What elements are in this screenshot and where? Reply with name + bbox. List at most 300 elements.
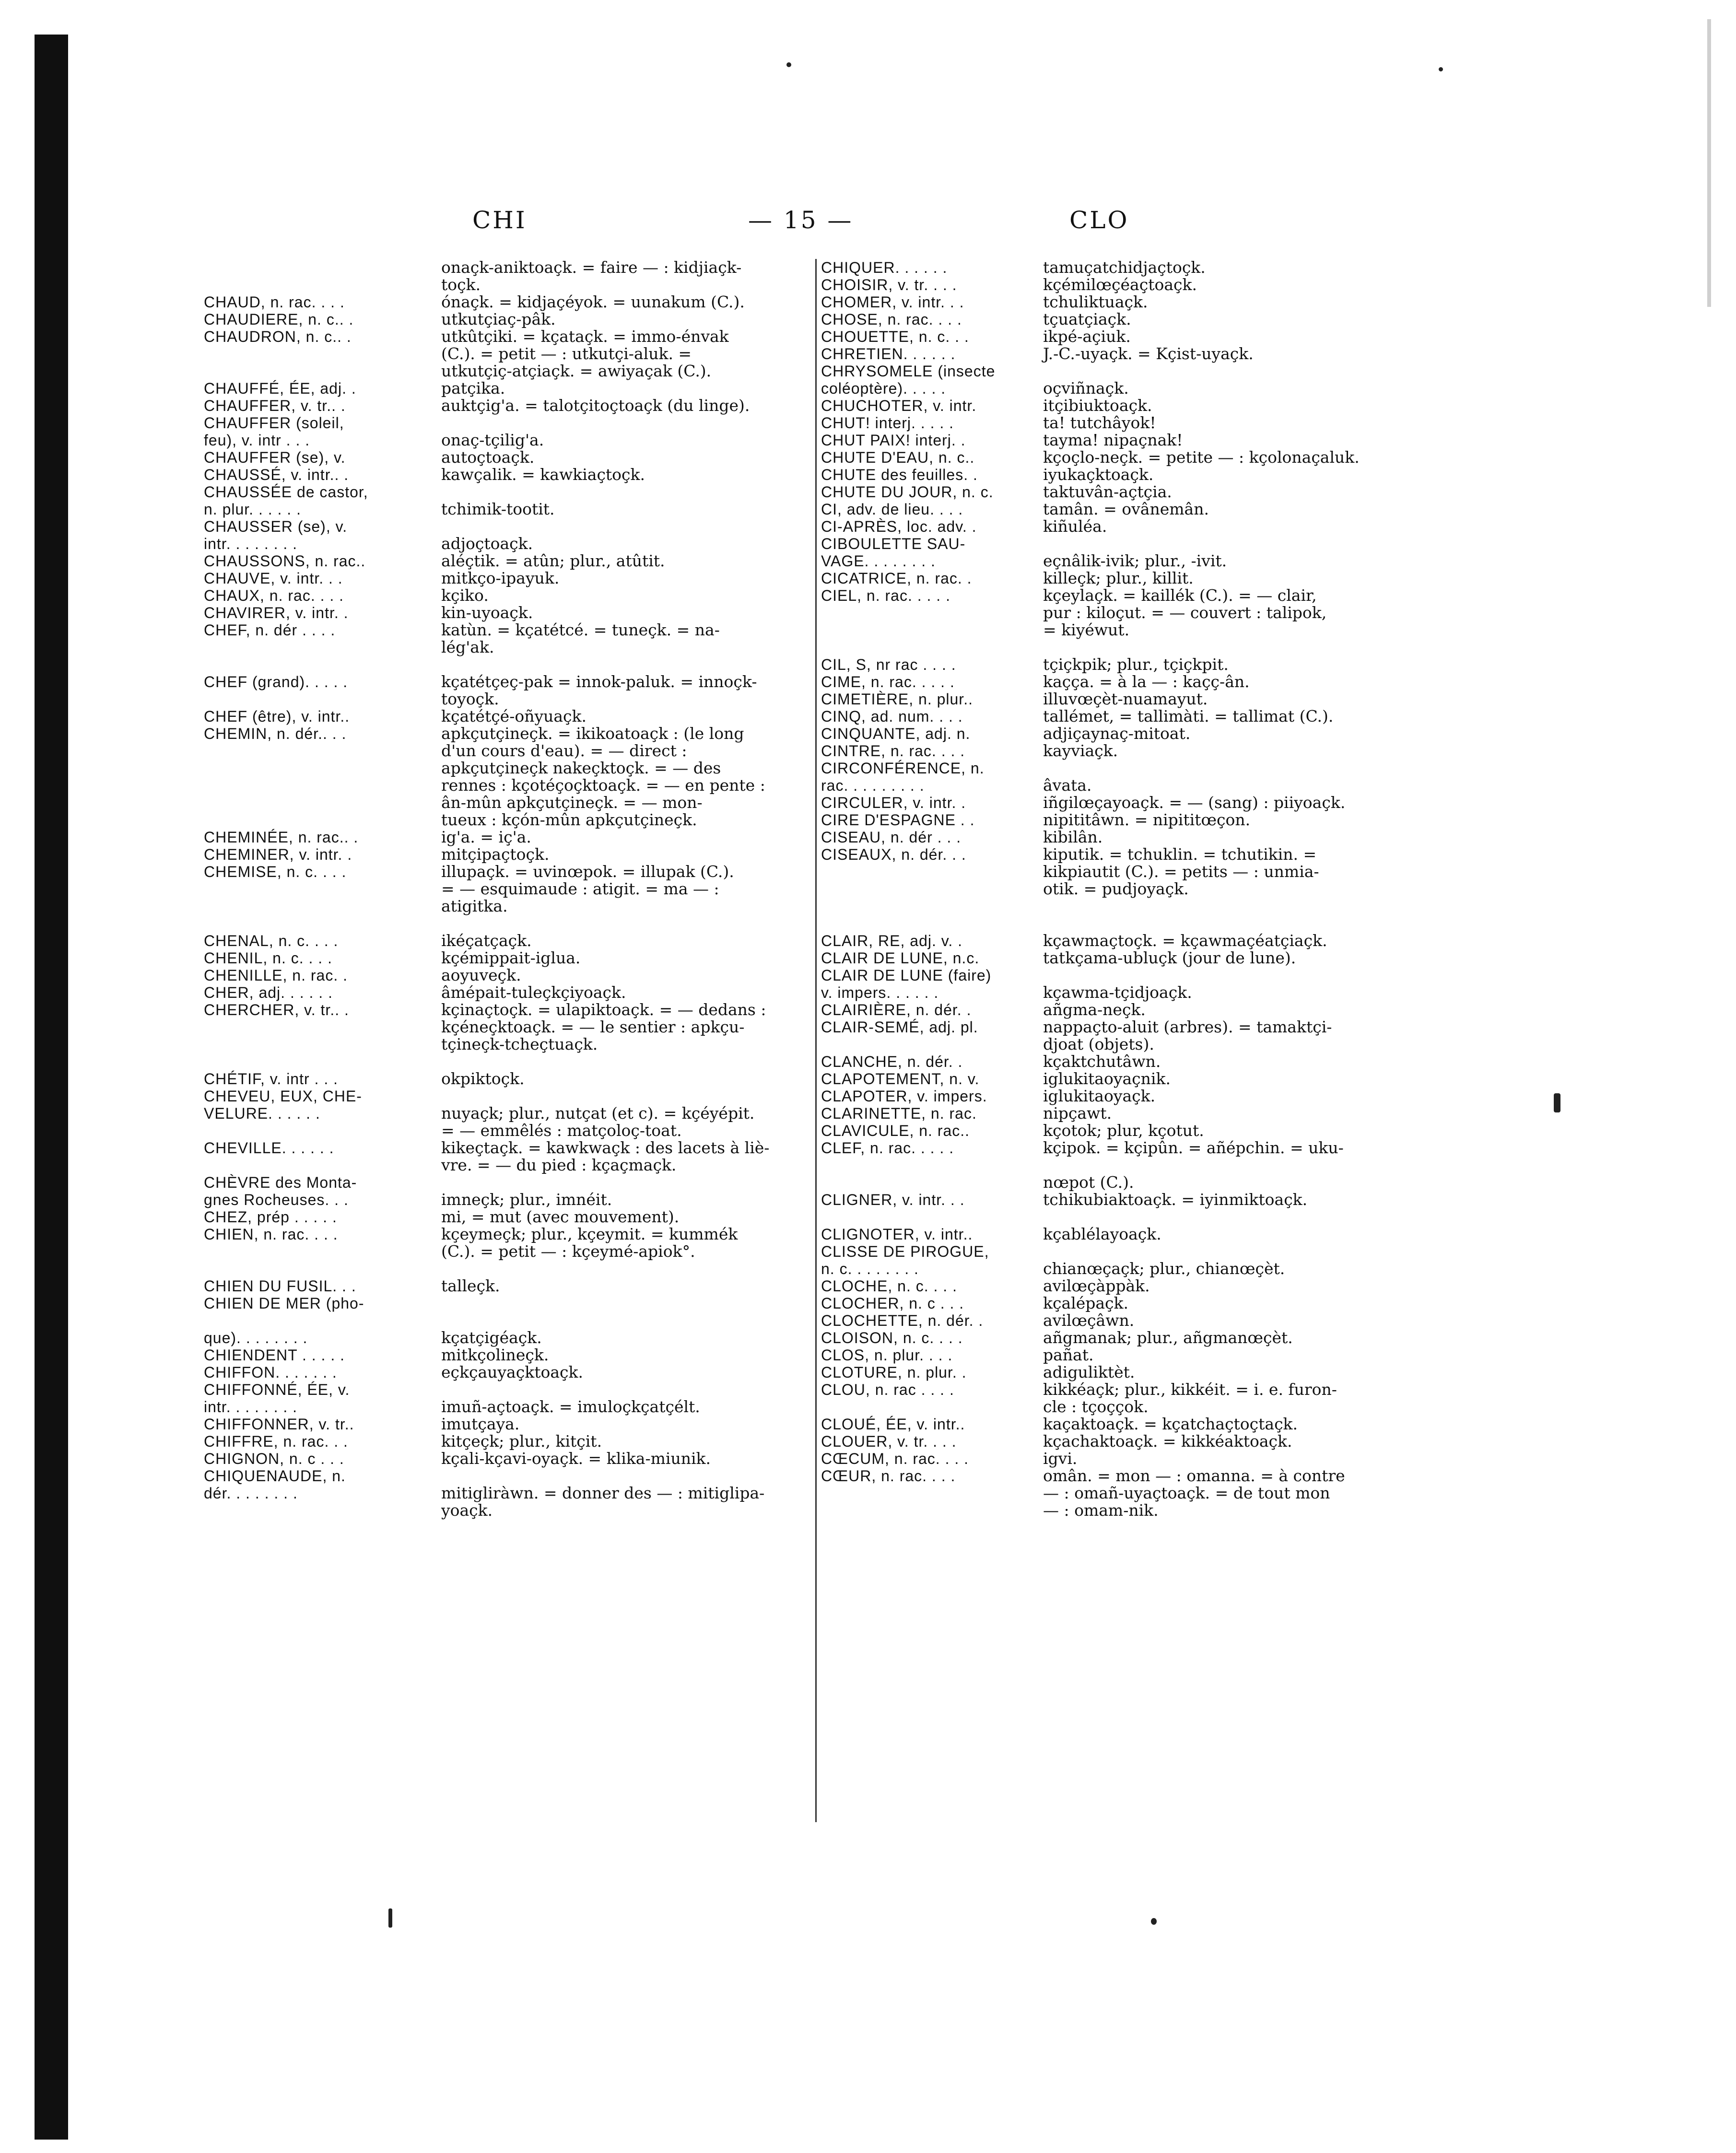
headword: CIL, S, nr rac . . . . (821, 656, 956, 673)
definition: tallémet, = tallimàti. = tallimat (C.). (1043, 707, 1334, 725)
dictionary-entry (204, 1088, 808, 1105)
headword (204, 345, 441, 363)
definition: imneçk; plur., imnéit. (441, 1190, 612, 1209)
headword: CHEMINER, v. intr. . (204, 846, 352, 863)
headword: CHOISIR, v. tr. . . . (821, 276, 957, 293)
definition: kiñuléa. (1043, 517, 1107, 536)
definition: avilœçàppàk. (1043, 1276, 1150, 1295)
dictionary-entry (204, 1485, 808, 1502)
definition: otik. = pudjoyaçk. (1043, 879, 1189, 898)
dictionary-entry (815, 1191, 1434, 1208)
dictionary-entry (204, 1122, 808, 1139)
headword (204, 259, 441, 276)
dictionary-entry (204, 811, 808, 829)
headword: CHAUSSONS, n. rac.. (204, 552, 366, 570)
dictionary-entry (204, 1070, 808, 1088)
headword (204, 1018, 441, 1036)
dictionary-entry (204, 846, 808, 863)
definition (441, 483, 808, 501)
definition: kçawmaçtoçk. = kçawmaçéatçiaçk. (1043, 931, 1327, 950)
definition: cle : tçoççok. (1043, 1397, 1149, 1416)
definition: kçoçlo-neçk. = petite — : kçolonaçaluk. (1043, 448, 1360, 467)
definition: J.-C.-uyaçk. = Kçist-uyaçk. (1043, 344, 1254, 363)
dictionary-entry (204, 880, 808, 898)
definition: tçiçkpik; plur., tçiçkpit. (1043, 655, 1229, 674)
definition (441, 414, 808, 432)
headword (815, 1174, 1043, 1191)
headword: VAGE. . . . . . . . (821, 552, 936, 570)
definition: tatkçama-ubluçk (jour de lune). (1043, 948, 1296, 967)
headword: CHENAL, n. c. . . . (204, 932, 339, 949)
headword: CI-APRÈS, loc. adv. . (821, 518, 977, 535)
headword (204, 639, 441, 656)
headword: CLOCHE, n. c. . . . (821, 1277, 957, 1295)
headword: CHÉTIF, v. intr . . . (204, 1070, 338, 1088)
dictionary-entry (815, 829, 1434, 846)
spacer (204, 1312, 808, 1329)
dictionary-entry (815, 760, 1434, 777)
definition: imuñ-açtoaçk. = imuloçkçatçélt. (441, 1397, 700, 1416)
dictionary-entry (204, 1381, 808, 1398)
definition (441, 518, 808, 535)
dictionary-entry (815, 483, 1434, 501)
dictionary-entry (815, 432, 1434, 449)
definition: katùn. = kçatétcé. = tuneçk. = na- (441, 620, 720, 639)
dictionary-entry (204, 1208, 808, 1226)
dictionary-entry (204, 984, 808, 1001)
headword (204, 1157, 441, 1174)
definition: nappaçto-aluit (arbres). = tamaktçi- (1043, 1018, 1332, 1036)
headword (204, 690, 441, 708)
headword: CIME, n. rac. . . . . (821, 673, 955, 690)
dictionary-entry (815, 397, 1434, 414)
dictionary-entry (204, 932, 808, 949)
definition: rennes : kçotéçoçktoaçk. = — en pente : (441, 776, 765, 795)
headword (204, 880, 441, 898)
headword: CLOCHER, n. c . . . (821, 1295, 964, 1312)
headword: CHAUFFER, v. tr.. . (204, 397, 346, 414)
dictionary-entry (815, 1433, 1434, 1450)
spacer (204, 1053, 808, 1070)
definition: tamuçatchidjaçtoçk. (1043, 258, 1206, 277)
dictionary-entry (815, 880, 1434, 898)
dictionary-entry (204, 1018, 808, 1036)
definition: (C.). = petit — : utkutçi-aluk. = (441, 344, 692, 363)
headword (815, 880, 1043, 898)
dictionary-entry (204, 414, 808, 432)
headword: CLOTURE, n. plur. . (821, 1364, 967, 1381)
dictionary-entry (815, 1088, 1434, 1105)
definition: mitkço-ipayuk. (441, 569, 560, 587)
dictionary-entry (815, 1277, 1434, 1295)
headword: CLAIR DE LUNE (faire) (821, 967, 992, 984)
dictionary-entry (204, 673, 808, 690)
headword: CHEMISE, n. c. . . . (204, 863, 347, 880)
headword: feu), v. intr . . . (204, 432, 310, 449)
dictionary-entry (815, 311, 1434, 328)
dictionary-entry (204, 863, 808, 880)
dictionary-entry (204, 639, 808, 656)
definition: aléçtik. = atûn; plur., atûtit. (441, 551, 665, 570)
dictionary-entry (204, 794, 808, 811)
dictionary-entry (204, 483, 808, 501)
definition: kçaktchutâwn. (1043, 1052, 1161, 1071)
definition: igvi. (1043, 1449, 1078, 1468)
headword: intr. . . . . . . . (204, 535, 298, 552)
dictionary-entry (204, 1277, 808, 1295)
definition: kçémippait-iglua. (441, 948, 581, 967)
dictionary-entry (204, 1398, 808, 1416)
spacer (204, 656, 808, 673)
dictionary-entry (204, 967, 808, 984)
headword (204, 777, 441, 794)
definition: iñgilœçayoaçk. = — (sang) : piiyoaçk. (1043, 793, 1346, 812)
definition: okpiktoçk. (441, 1069, 525, 1088)
definition: kçawma-tçidjoaçk. (1043, 983, 1192, 1002)
definition: toçk. (441, 275, 481, 294)
definition: kçachaktoaçk. = kikkéaktoaçk. (1043, 1432, 1292, 1451)
definition: avilœçâwn. (1043, 1311, 1135, 1330)
definition: adjiçaynaç-mitoat. (1043, 724, 1191, 743)
definition: (C.). = petit — : kçeymé-apiok°. (441, 1242, 695, 1261)
headword: CHEZ, prép . . . . . (204, 1208, 337, 1226)
definition: mitigliràwn. = donner des — : mitiglipa- (441, 1484, 765, 1502)
definition: itçibiuktoaçk. (1043, 396, 1152, 415)
definition: killeçk; plur., killit. (1043, 569, 1194, 587)
definition: pur : kiloçut. = — couvert : talipok, (1043, 603, 1327, 622)
dictionary-entry (204, 1157, 808, 1174)
definition: omân. = mon — : omanna. = à contre (1043, 1466, 1345, 1485)
dictionary-entry (815, 708, 1434, 725)
dictionary-entry (204, 1226, 808, 1243)
dictionary-entry (815, 604, 1434, 621)
dictionary-entry (815, 794, 1434, 811)
dictionary-entry (204, 898, 808, 915)
definition: pañat. (1043, 1346, 1094, 1364)
headword: CINQUANTE, adj. n. (821, 725, 971, 742)
dictionary-entry (204, 1450, 808, 1467)
dictionary-entry (815, 1502, 1434, 1519)
definition: onaç-tçilig'a. (441, 431, 544, 449)
dictionary-entry (815, 1312, 1434, 1329)
dictionary-entry (815, 1001, 1434, 1018)
dictionary-entry (815, 777, 1434, 794)
headword: CHEMINÉE, n. rac.. . (204, 829, 359, 846)
definition: tamân. = ovânemân. (1043, 500, 1209, 518)
definition: yoaçk. (441, 1501, 493, 1520)
dictionary-entry (204, 760, 808, 777)
definition: oçviñnaçk. (1043, 379, 1129, 398)
headword: CHIEN DU FUSIL. . . (204, 1277, 356, 1295)
definition: ig'a. = iç'a. (441, 828, 531, 846)
definition: autoçtoaçk. (441, 448, 535, 467)
dictionary-entry (204, 1105, 808, 1122)
dictionary-entry (815, 621, 1434, 639)
dictionary-entry (815, 656, 1434, 673)
dictionary-entry (815, 535, 1434, 552)
definition: d'un cours d'eau). = — direct : (441, 741, 687, 760)
dictionary-entry (815, 673, 1434, 690)
definition (441, 1174, 808, 1191)
headword (204, 760, 441, 777)
headword: dér. . . . . . . . (204, 1485, 298, 1502)
definition: tchimik-tootit. (441, 500, 555, 518)
dictionary-entry (815, 1243, 1434, 1260)
definition: imutçaya. (441, 1415, 520, 1433)
dictionary-entry (204, 708, 808, 725)
dictionary-entry (204, 466, 808, 483)
dictionary-entry (204, 293, 808, 311)
headword: CLOCHETTE, n. dér. . (821, 1312, 984, 1329)
definition: kçotok; plur, kçotut. (1043, 1121, 1204, 1140)
spacer (815, 898, 1434, 932)
headword: CHEMIN, n. dér.. . . (204, 725, 347, 742)
definition: aoyuveçk. (441, 966, 521, 984)
dictionary-entry (204, 777, 808, 794)
dictionary-entry (204, 1243, 808, 1260)
headword: CHER, adj. . . . . . (204, 984, 333, 1001)
headword: CHUTE DU JOUR, n. c. (821, 483, 994, 501)
definition: onaçk-aniktoaçk. = faire — : kidjiaçk- (441, 258, 742, 277)
definition: apkçutçineçk nakeçktoçk. = — des (441, 759, 721, 777)
definition: kayviaçk. (1043, 741, 1118, 760)
dictionary-entry (204, 345, 808, 363)
dictionary-entry (815, 363, 1434, 380)
headword: CISEAU, n. dér . . . (821, 829, 962, 846)
definition: adiguliktèt. (1043, 1363, 1135, 1381)
definition: kin-uyoaçk. (441, 603, 533, 622)
definition (441, 1295, 808, 1312)
definition: atigitka. (441, 897, 508, 915)
definition: kiputik. = tchuklin. = tchutikin. = (1043, 845, 1317, 864)
dictionary-entry (204, 397, 808, 414)
running-head-right: CLO (1069, 206, 1129, 234)
dictionary-entry (815, 1260, 1434, 1277)
headword: CHIFFON. . . . . . . (204, 1364, 337, 1381)
running-head (0, 206, 1736, 245)
dictionary-entry (815, 1018, 1434, 1036)
definition: vre. = — du pied : kçaçmaçk. (441, 1156, 677, 1174)
headword: CHIFFONNER, v. tr.. (204, 1416, 354, 1433)
dictionary-entry (815, 742, 1434, 760)
headword (204, 794, 441, 811)
definition: nuyaçk; plur., nutçat (et c). = kçéyépit. (441, 1104, 755, 1123)
dictionary-entry (815, 345, 1434, 363)
definition: toyoçk. (441, 690, 499, 708)
headword: CIEL, n. rac. . . . . (821, 587, 950, 604)
headword: CIMETIÈRE, n. plur.. (821, 690, 973, 708)
headword: CLAIR, RE, adj. v. . (821, 932, 963, 949)
definition: lég'ak. (441, 638, 494, 656)
definition: illuvœçèt-nuamayut. (1043, 690, 1208, 708)
definition: tueux : kçón-mûn apkçutçineçk. (441, 810, 697, 829)
definition: kçatétçé-oñyuaçk. (441, 707, 587, 725)
definition: nipititâwn. = nipititœçon. (1043, 810, 1251, 829)
dictionary-entry (815, 466, 1434, 483)
definition: talleçk. (441, 1276, 500, 1295)
headword (815, 1036, 1043, 1053)
definition: apkçutçineçk. = ikikoatoaçk : (le long (441, 724, 744, 743)
headword: CI, adv. de lieu. . . . (821, 501, 963, 518)
dictionary-entry (204, 1364, 808, 1381)
headword: CHAUSSER (se), v. (204, 518, 348, 535)
definition: iglukitaoyaçk. (1043, 1087, 1156, 1105)
dictionary-entry (815, 552, 1434, 570)
headword: CLIGNOTER, v. intr.. (821, 1226, 973, 1243)
headword: CIBOULETTE SAU- (821, 535, 966, 552)
headword: VELURE. . . . . . (204, 1105, 320, 1122)
headword: CHAUFFER (soleil, (204, 414, 344, 432)
headword: CHIQUER. . . . . . (821, 259, 948, 276)
headword (815, 1398, 1043, 1416)
headword: CHRYSOMELE (insecte (821, 363, 996, 380)
headword: CHAUVE, v. intr. . . (204, 570, 343, 587)
headword: CLAIR-SEMÉ, adj. pl. (821, 1018, 978, 1036)
headword: CHIQUENAUDE, n. (204, 1467, 346, 1485)
headword: CŒCUM, n. rac. . . . (821, 1450, 969, 1467)
dictionary-entry (815, 1139, 1434, 1157)
right-column (815, 259, 1434, 1519)
dictionary-entry (204, 518, 808, 535)
headword: CHAUDIERE, n. c.. . (204, 311, 354, 328)
headword (815, 863, 1043, 880)
dictionary-entry (204, 449, 808, 466)
headword: CHAUD, n. rac. . . . (204, 293, 345, 311)
dictionary-entry (815, 949, 1434, 967)
dictionary-entry (815, 1226, 1434, 1243)
running-head-left: CHI (472, 206, 527, 234)
dictionary-entry (815, 328, 1434, 345)
headword: CHAUFFÉ, ÉE, adj. . (204, 380, 356, 397)
definition: añgmanak; plur., añgmanœçèt. (1043, 1328, 1293, 1347)
dictionary-entry (815, 967, 1434, 984)
definition: kçémilœçéaçtoaçk. (1043, 275, 1197, 294)
dictionary-entry (815, 1036, 1434, 1053)
dictionary-entry (815, 501, 1434, 518)
headword (815, 604, 1043, 621)
definition: eçnâlik-ivik; plur., -ivit. (1043, 551, 1227, 570)
definition (441, 1088, 808, 1105)
headword: CHEVEU, EUX, CHE- (204, 1088, 362, 1105)
definition: ikpé-açiuk. (1043, 327, 1131, 346)
definition: utkutçiç-atçiaçk. = awiyaçak (C.). (441, 362, 712, 380)
definition: tayma! nipaçnak! (1043, 431, 1183, 449)
definition: kitçeçk; plur., kitçit. (441, 1432, 602, 1451)
headword (204, 742, 441, 760)
dictionary-entry (204, 1036, 808, 1053)
definition: chianœçaçk; plur., chianœçèt. (1043, 1259, 1285, 1278)
headword: CIRE D'ESPAGNE . . (821, 811, 975, 829)
headword: que). . . . . . . . (204, 1329, 308, 1346)
headword: CHEF, n. dér . . . . (204, 621, 336, 639)
dictionary-entry (815, 1105, 1434, 1122)
dictionary-entry (815, 518, 1434, 535)
definition: kibilân. (1043, 828, 1103, 846)
headword: CHAUSSÉ, v. intr.. . (204, 466, 349, 483)
definition: kçablélayoaçk. (1043, 1225, 1161, 1243)
headword: CLAIR DE LUNE, n.c. (821, 949, 980, 967)
dictionary-entry (815, 932, 1434, 949)
definition: kçeylaçk. = kaillék (C.). = — clair, (1043, 586, 1317, 605)
dictionary-entry (204, 276, 808, 293)
definition: kaçaktoaçk. = kçatchaçtoçtaçk. (1043, 1415, 1298, 1433)
dictionary-entry (815, 846, 1434, 863)
headword (204, 276, 441, 293)
dictionary-entry (204, 363, 808, 380)
dictionary-entry (815, 725, 1434, 742)
headword: CHAUDRON, n. c.. . (204, 328, 352, 345)
headword: CISEAUX, n. dér. . . (821, 846, 966, 863)
headword: CHOMER, v. intr. . . (821, 293, 964, 311)
definition: nipçawt. (1043, 1104, 1112, 1123)
headword: CHIEN DE MER (pho- (204, 1295, 364, 1312)
dictionary-entry (204, 829, 808, 846)
dictionary-entry (204, 535, 808, 552)
headword (204, 1502, 441, 1519)
definition: utkûtçiki. = kçataçk. = immo-énvak (441, 327, 729, 346)
definition: kikeçtaçk. = kawkwaçk : des lacets à liè- (441, 1138, 770, 1157)
dictionary-entry (204, 501, 808, 518)
spacer (204, 1260, 808, 1277)
headword: n. c. . . . . . . . (821, 1260, 919, 1277)
headword: rac. . . . . . . . . (821, 777, 925, 794)
definition: kikpiautit (C.). = petits — : unmia- (1043, 862, 1319, 881)
definition: kçipok. = kçipûn. = añépchin. = uku- (1043, 1138, 1344, 1157)
headword: CHIGNON, n. c . . . (204, 1450, 344, 1467)
definition: = — esquimaude : atigit. = ma — : (441, 879, 719, 898)
definition: kçéneçktoaçk. = — le sentier : apkçu- (441, 1018, 745, 1036)
dictionary-entry (815, 276, 1434, 293)
spacer (204, 915, 808, 932)
definition: kçatçigéaçk. (441, 1328, 542, 1347)
headword: CLIGNER, v. intr. . . (821, 1191, 965, 1208)
definition: eçkçauyaçktoaçk. (441, 1363, 583, 1381)
headword: CŒUR, n. rac. . . . (821, 1467, 956, 1485)
headword: CLAPOTEMENT, n. v. (821, 1070, 980, 1088)
dictionary-entry (204, 604, 808, 621)
definition: añgma-neçk. (1043, 1000, 1146, 1019)
headword (815, 621, 1043, 639)
dictionary-entry (204, 1139, 808, 1157)
headword: coléoptère). . . . . (821, 380, 946, 397)
headword: CHRETIEN. . . . . . (821, 345, 956, 363)
dictionary-entry (815, 1070, 1434, 1088)
dictionary-entry (815, 570, 1434, 587)
headword: CHUT! interj. . . . . (821, 414, 954, 432)
dictionary-entry (815, 1485, 1434, 1502)
dictionary-entry (815, 1450, 1434, 1467)
definition: ónaçk. = kidjaçéyok. = uunakum (C.). (441, 293, 745, 311)
definition (1043, 363, 1434, 380)
definition: tçuatçiaçk. (1043, 310, 1131, 328)
definition (1043, 535, 1434, 552)
scan-binding-edge (35, 35, 68, 2140)
headword: CINTRE, n. rac. . . . (821, 742, 965, 760)
headword (204, 1122, 441, 1139)
dictionary-entry (815, 1053, 1434, 1070)
definition: mitkçolineçk. (441, 1346, 549, 1364)
dictionary-entry (204, 570, 808, 587)
headword (204, 898, 441, 915)
dictionary-entry (204, 621, 808, 639)
headword: CHAUX, n. rac. . . . (204, 587, 344, 604)
dictionary-entry (815, 811, 1434, 829)
dictionary-entry (204, 1191, 808, 1208)
headword: CIRCONFÉRENCE, n. (821, 760, 985, 777)
definition: âvata. (1043, 776, 1092, 795)
dictionary-entry (815, 449, 1434, 466)
headword: CLOUÉ, ÉE, v. intr.. (821, 1416, 965, 1433)
